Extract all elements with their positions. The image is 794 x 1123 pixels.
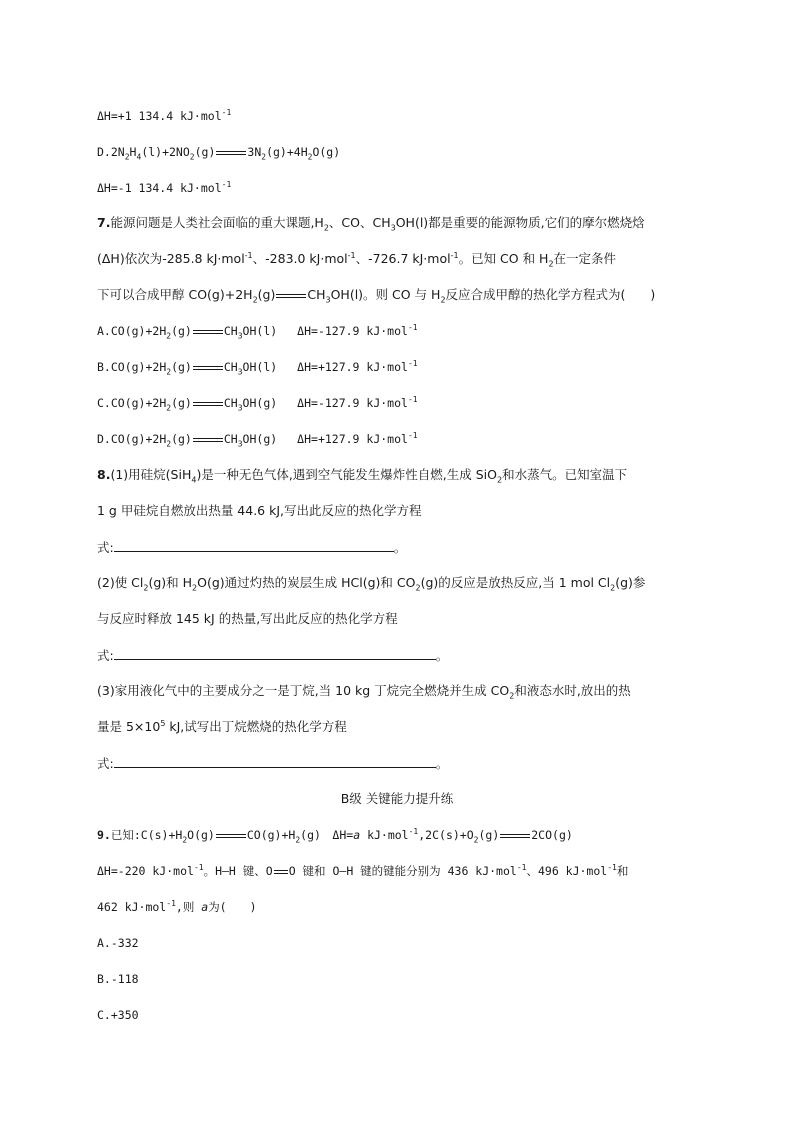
equals-sign bbox=[216, 834, 246, 838]
superscript: -1 bbox=[407, 395, 418, 405]
enthalpy-text: ΔH=-127.9 kJ·mol bbox=[297, 396, 408, 410]
subscript: 3 bbox=[325, 295, 331, 305]
eq-part: CO(g)+2H bbox=[110, 324, 167, 338]
eq-part: CH bbox=[223, 432, 238, 446]
text: CO(g)+H bbox=[246, 828, 296, 842]
eq-part: CO(g)+2H bbox=[110, 396, 167, 410]
eq-part: CH bbox=[223, 324, 238, 338]
equals-sign bbox=[193, 330, 223, 334]
eq-part: (g) bbox=[171, 324, 192, 338]
subscript: 2 bbox=[252, 295, 258, 305]
subscript: 2 bbox=[295, 835, 301, 845]
superscript: -1 bbox=[450, 250, 459, 260]
text: 反应合成甲醇的热化学方程式为( ) bbox=[445, 287, 656, 302]
text: OH(l)。则 CO 与 H bbox=[330, 287, 441, 302]
text: 。 bbox=[393, 540, 407, 555]
eq-part: OH(g) bbox=[242, 432, 278, 446]
text: )是一种无色气体,遇到空气能发生爆炸性自燃,生成 SiO bbox=[196, 467, 497, 482]
eq-part: CO(g)+2H bbox=[110, 432, 167, 446]
text: 。已知 CO 和 H bbox=[458, 251, 549, 266]
text: 式: bbox=[97, 648, 114, 663]
q9-line1 bbox=[97, 827, 573, 843]
text: 量是 5×10 bbox=[97, 719, 161, 734]
subscript: 2 bbox=[166, 367, 172, 377]
equals-sign bbox=[193, 438, 223, 442]
superscript: -1 bbox=[516, 863, 527, 873]
q8-line8 bbox=[97, 719, 347, 735]
option-label: C. bbox=[97, 396, 111, 410]
text: 为( ) bbox=[208, 900, 257, 914]
q9-line2 bbox=[97, 863, 628, 879]
eq-part: (g) bbox=[171, 432, 192, 446]
text: ,则 bbox=[175, 900, 202, 914]
q8-answer-1 bbox=[97, 539, 406, 556]
q8-line5 bbox=[97, 611, 398, 627]
double-bond-sign bbox=[274, 870, 288, 874]
equals-sign bbox=[193, 366, 223, 370]
text: 、496 kJ·mol bbox=[526, 864, 608, 878]
eq-part: (g) bbox=[171, 360, 192, 374]
text: 、CO、CH bbox=[328, 215, 391, 230]
q8-line7 bbox=[97, 683, 631, 699]
q8-line2 bbox=[97, 503, 422, 519]
text: 与反应时释放 145 kJ 的热量,写出此反应的热化学方程 bbox=[97, 611, 398, 626]
text: CH bbox=[307, 287, 326, 302]
text: 。H—H 键、O bbox=[203, 864, 273, 878]
subscript: 2 bbox=[307, 152, 313, 162]
eq-part: (g) bbox=[171, 396, 192, 410]
eq-part: CH bbox=[223, 396, 238, 410]
subscript: 2 bbox=[440, 295, 446, 305]
section-title: B级 关键能力提升练 bbox=[340, 791, 454, 806]
superscript: -1 bbox=[407, 431, 418, 441]
question-number: 8. bbox=[97, 467, 111, 482]
superscript: -1 bbox=[193, 863, 204, 873]
option-d-equation bbox=[97, 144, 340, 160]
text: 。 bbox=[435, 756, 449, 771]
q7-line3 bbox=[97, 287, 655, 303]
text: (g) bbox=[257, 287, 276, 302]
enthalpy-text: ΔH=+127.9 kJ·mol bbox=[297, 360, 408, 374]
text: kJ·mol bbox=[360, 828, 409, 842]
eq-part: 2N bbox=[110, 145, 125, 159]
text: ΔH=-220 kJ·mol bbox=[97, 864, 194, 878]
text: (3)家用液化气中的主要成分之一是丁烷,当 10 kg 丁烷完全燃烧并生成 CO bbox=[97, 683, 510, 698]
option-label: B. bbox=[97, 360, 111, 374]
q9-option-a[interactable]: A.-332 bbox=[97, 936, 139, 950]
superscript: -1 bbox=[166, 899, 176, 909]
text: ,2C(s)+O bbox=[418, 828, 474, 842]
q7-option-a[interactable] bbox=[97, 323, 418, 339]
q7-option-c[interactable] bbox=[97, 395, 418, 411]
eq-part: (g) bbox=[194, 145, 216, 159]
enthalpy-text: ΔH=-1 134.4 kJ·mol bbox=[97, 181, 222, 195]
equals-sign bbox=[193, 402, 223, 406]
text: 下可以合成甲醇 CO(g)+2H bbox=[97, 287, 253, 302]
q8-answer-2 bbox=[97, 647, 448, 664]
text: 。 bbox=[435, 648, 449, 663]
text: (1)用硅烷(SiH bbox=[110, 467, 192, 482]
subscript: 2 bbox=[323, 223, 329, 233]
option-label: D. bbox=[97, 145, 111, 159]
subscript: 3 bbox=[237, 439, 243, 449]
text: 式: bbox=[97, 756, 114, 771]
equals-sign bbox=[216, 151, 246, 155]
q8-line1 bbox=[97, 467, 627, 483]
eq-part: OH(l) bbox=[242, 324, 278, 338]
option-c-enthalpy bbox=[97, 108, 231, 124]
q7-line2 bbox=[97, 251, 616, 267]
question-number: 9. bbox=[97, 828, 111, 842]
text: 2CO(g) bbox=[531, 828, 573, 842]
superscript: -1 bbox=[221, 108, 232, 118]
subscript: 2 bbox=[192, 583, 198, 593]
subscript: 2 bbox=[189, 152, 195, 162]
eq-part: (g)+4H bbox=[266, 145, 308, 159]
equals-sign bbox=[500, 834, 530, 838]
variable-a: a bbox=[353, 828, 361, 842]
q9-option-b[interactable]: B.-118 bbox=[97, 972, 139, 986]
subscript: 3 bbox=[237, 367, 243, 377]
text: 462 kJ·mol bbox=[97, 900, 167, 914]
text: 和液态水时,放出的热 bbox=[514, 683, 631, 698]
text: 能源问题是人类社会面临的重大课题,H bbox=[110, 215, 324, 230]
enthalpy-text: ΔH=+1 134.4 kJ·mol bbox=[97, 109, 222, 123]
q7-line1 bbox=[97, 215, 645, 231]
text: O(g)通过灼热的炭层生成 HCl(g)和 CO bbox=[197, 575, 416, 590]
text: 和水蒸气。已知室温下 bbox=[502, 467, 628, 482]
eq-part: O(g) bbox=[312, 145, 341, 159]
subscript: 2 bbox=[166, 439, 172, 449]
subscript: 2 bbox=[182, 835, 188, 845]
text: kJ,试写出丁烷燃烧的热化学方程 bbox=[165, 719, 347, 734]
answer-blank[interactable] bbox=[114, 647, 436, 660]
text: (g)和 H bbox=[148, 575, 193, 590]
eq-part: (l)+2NO bbox=[141, 145, 190, 159]
text: 、-726.7 kJ·mol bbox=[355, 251, 451, 266]
variable-a: a bbox=[201, 900, 209, 914]
eq-part: OH(l) bbox=[242, 360, 278, 374]
subscript: 2 bbox=[166, 403, 172, 413]
superscript: -1 bbox=[221, 180, 232, 190]
q8-answer-3 bbox=[97, 755, 448, 772]
subscript: 2 bbox=[124, 152, 130, 162]
subscript: 3 bbox=[237, 403, 243, 413]
question-number: 7. bbox=[97, 215, 111, 230]
superscript: -1 bbox=[347, 250, 356, 260]
text: 、-283.0 kJ·mol bbox=[252, 251, 348, 266]
text: O(g) bbox=[187, 828, 215, 842]
text: (g) ΔH= bbox=[300, 828, 354, 842]
option-label: A. bbox=[97, 324, 111, 338]
subscript: 2 bbox=[261, 152, 267, 162]
subscript: 3 bbox=[390, 223, 396, 233]
subscript: 2 bbox=[509, 691, 515, 701]
eq-part: 3N bbox=[247, 145, 262, 159]
eq-part: OH(g) bbox=[242, 396, 278, 410]
subscript: 2 bbox=[548, 259, 554, 269]
superscript: 5 bbox=[160, 718, 166, 728]
subscript: 2 bbox=[610, 583, 616, 593]
superscript: -1 bbox=[407, 359, 418, 369]
text: (2)使 Cl bbox=[97, 575, 144, 590]
subscript: 4 bbox=[191, 475, 197, 485]
eq-part: CO(g)+2H bbox=[110, 360, 167, 374]
superscript: -1 bbox=[244, 250, 253, 260]
text: 已知:C(s)+H bbox=[110, 828, 183, 842]
subscript: 2 bbox=[166, 331, 172, 341]
text: 1 g 甲硅烷自燃放出热量 44.6 kJ,写出此反应的热化学方程 bbox=[97, 503, 422, 518]
q7-option-b[interactable] bbox=[97, 359, 418, 375]
q9-option-c[interactable]: C.+350 bbox=[97, 1008, 139, 1022]
eq-part: H bbox=[129, 145, 137, 159]
subscript: 2 bbox=[473, 835, 479, 845]
text: (g) bbox=[478, 828, 500, 842]
q9-line3 bbox=[97, 899, 257, 915]
equals-sign bbox=[276, 294, 306, 298]
subscript: 4 bbox=[136, 152, 142, 162]
q8-line4 bbox=[97, 575, 645, 591]
superscript: -1 bbox=[408, 827, 419, 837]
subscript: 3 bbox=[237, 331, 243, 341]
answer-blank[interactable] bbox=[114, 539, 394, 552]
option-label: D. bbox=[97, 432, 111, 446]
q7-option-d[interactable] bbox=[97, 431, 418, 447]
superscript: -1 bbox=[407, 323, 418, 333]
text: 在一定条件 bbox=[553, 251, 617, 266]
superscript: -1 bbox=[607, 863, 617, 873]
enthalpy-text: ΔH=+127.9 kJ·mol bbox=[297, 432, 408, 446]
answer-blank[interactable] bbox=[114, 755, 436, 768]
subscript: 2 bbox=[496, 475, 503, 485]
option-d-enthalpy bbox=[97, 180, 231, 196]
text: 和 bbox=[616, 864, 629, 878]
text: O 键和 O—H 键的键能分别为 436 kJ·mol bbox=[288, 864, 517, 878]
text: (g)参 bbox=[615, 575, 646, 590]
subscript: 2 bbox=[415, 583, 421, 593]
enthalpy-text: ΔH=-127.9 kJ·mol bbox=[297, 324, 408, 338]
text: (g)的反应是放热反应,当 1 mol Cl bbox=[420, 575, 611, 590]
subscript: 2 bbox=[143, 583, 149, 593]
text: 式: bbox=[97, 540, 114, 555]
text: OH(l)都是重要的能源物质,它们的摩尔燃烧焓 bbox=[395, 215, 645, 230]
eq-part: CH bbox=[223, 360, 238, 374]
text: (ΔH)依次为-285.8 kJ·mol bbox=[97, 251, 245, 266]
